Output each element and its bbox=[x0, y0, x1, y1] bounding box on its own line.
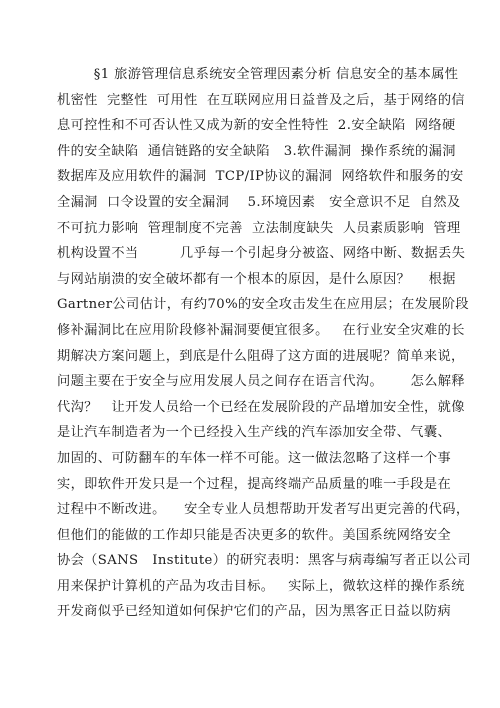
body-text bbox=[57, 62, 471, 625]
text-line: 是让汽车制造者为一个已经投入生产线的汽车添加安全带、气囊、 bbox=[57, 425, 452, 441]
text-line: 修补漏洞比在应用阶段修补漏洞要便宜很多。 在行业安全灾难的长 bbox=[57, 322, 465, 338]
text-line: 全漏洞 口令设置的安全漏洞 5.环境因素 安全意识不足 自然及 bbox=[57, 194, 461, 210]
text-line: 期解决方案问题上，到底是什么阻碍了这方面的进展呢？简单来说， bbox=[57, 348, 465, 364]
text-line: 不可抗力影响 管理制度不完善 立法制度缺失 人员素质影响 管理 bbox=[57, 220, 461, 236]
text-line: 息可控性和不可否认性又成为新的安全性特性 2.安全缺陷 网络硬 bbox=[57, 118, 456, 134]
text-line: 机密性 完整性 可用性 在互联网应用日益普及之后，基于网络的信 bbox=[57, 92, 465, 108]
text-line: 过程中不断改进。 安全专业人员想帮助开发者写出更完善的代码， bbox=[57, 502, 470, 518]
text-line: 开发商似乎已经知道如何保护它们的产品，因为黑客正日益以防病 bbox=[57, 604, 452, 620]
text-line: 但他们的能做的工作却只能是否决更多的软件。美国系统网络安全 bbox=[57, 527, 452, 543]
text-line: §1 旅游管理信息系统安全管理因素分析 信息安全的基本属性 bbox=[57, 67, 459, 82]
text-line: 与网站崩溃的安全破坏都有一个根本的原因，是什么原因？ 根据 bbox=[57, 271, 456, 287]
text-line: 实，即软件开发只是一个过程，提高终端产品质量的唯一手段是在 bbox=[57, 476, 452, 492]
text-line: 数据库及应用软件的漏洞 TCP/IP协议的漏洞 网络软件和服务的安 bbox=[57, 169, 464, 185]
text-line: 协会（SANS Institute）的研究表明：黑客与病毒编写者正以公司 bbox=[57, 553, 471, 569]
text-line: 加固的、可防翻车的车体一样不可能。这一做法忽略了这样一个事 bbox=[57, 450, 452, 466]
text-line: 机构设置不当 几乎每一个引起身分被盗、网络中断、数据丢失 bbox=[57, 246, 466, 262]
text-line: 用来保护计算机的产品为攻击目标。 实际上，微软这样的操作系统 bbox=[57, 578, 465, 594]
text-line: 问题主要在于安全与应用发展人员之间存在语言代沟。 怎么解释 bbox=[57, 374, 465, 390]
text-line: Gartner公司估计，有约70%的安全攻击发生在应用层；在发展阶段 bbox=[57, 297, 470, 313]
text-line: 代沟？ 让开发人员给一个已经在发展阶段的产品增加安全性，就像 bbox=[57, 399, 465, 415]
text-line: 件的安全缺陷 通信链路的安全缺陷 3.软件漏洞 操作系统的漏洞 bbox=[57, 143, 456, 159]
